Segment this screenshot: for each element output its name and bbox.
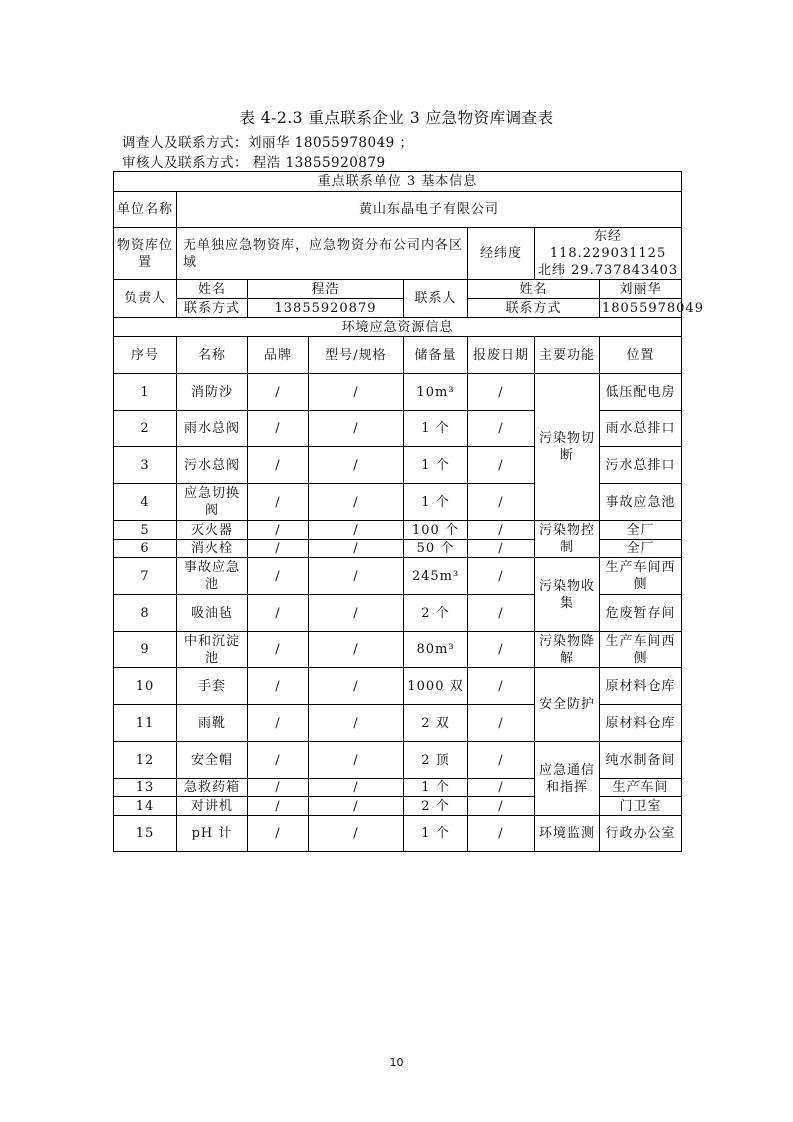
row-expiry: /	[468, 374, 535, 411]
reviewer-info: 审核人及联系方式： 程浩 13855920879	[122, 155, 386, 171]
row-location: 雨水总排口	[600, 411, 682, 447]
table-row	[114, 521, 682, 540]
col-header: 型号/规格	[309, 337, 404, 374]
responsible-phone-label: 联系方式	[177, 299, 248, 318]
row-qty: 1 个	[404, 411, 468, 447]
responsible-name: 程浩	[248, 280, 404, 299]
table-row	[114, 632, 682, 668]
investigator-info: 调查人及联系方式：刘丽华 18055978049 ；	[122, 135, 414, 151]
row-model: /	[309, 632, 404, 668]
row-expiry: /	[468, 558, 535, 595]
row-name: 事故应急池	[177, 558, 248, 595]
table-title: 表 4-2.3 重点联系企业 3 应急物资库调查表	[239, 109, 554, 127]
row-location: 生产车间西侧	[600, 632, 682, 668]
table-row	[114, 742, 682, 779]
row-model: /	[309, 411, 404, 447]
row-expiry: /	[468, 411, 535, 447]
contact-name-label: 姓名	[468, 280, 600, 299]
row-location: 事故应急池	[600, 484, 682, 521]
row-name: 消火栓	[177, 540, 248, 558]
row-location: 全厂	[600, 521, 682, 540]
row-location: 生产车间	[600, 779, 682, 797]
row-qty: 80m³	[404, 632, 468, 668]
row-name: 应急切换阀	[177, 484, 248, 521]
row-qty: 1 个	[404, 484, 468, 521]
col-header: 序号	[114, 337, 177, 374]
row-no: 12	[114, 742, 177, 779]
row-qty: 2 双	[404, 705, 468, 742]
col-header: 储备量	[404, 337, 468, 374]
latitude: 北纬 29.737843403	[537, 263, 679, 278]
row-no: 5	[114, 521, 177, 540]
basic-info-header: 重点联系单位 3 基本信息	[114, 172, 682, 192]
row-location: 危废暂存间	[600, 595, 682, 632]
row-name: 中和沉淀池	[177, 632, 248, 668]
row-model: /	[309, 668, 404, 705]
resources-header: 环境应急资源信息	[114, 318, 682, 337]
row-model: /	[309, 540, 404, 558]
row-expiry: /	[468, 595, 535, 632]
row-no: 14	[114, 797, 177, 816]
row-location: 全厂	[600, 540, 682, 558]
row-expiry: /	[468, 632, 535, 668]
row-brand: /	[248, 742, 309, 779]
row-no: 10	[114, 668, 177, 705]
row-brand: /	[248, 540, 309, 558]
row-no: 11	[114, 705, 177, 742]
row-name: pH 计	[177, 816, 248, 852]
row-name: 灭火器	[177, 521, 248, 540]
row-expiry: /	[468, 668, 535, 705]
row-expiry: /	[468, 705, 535, 742]
longitude: 东经 118.229031125	[549, 229, 667, 261]
contact-phone: 18055978049	[600, 299, 682, 318]
col-header: 品牌	[248, 337, 309, 374]
responsible-label: 负责人	[114, 280, 177, 318]
row-location: 行政办公室	[600, 816, 682, 852]
row-location: 纯水制备间	[600, 742, 682, 779]
row-name: 消防沙	[177, 374, 248, 411]
row-model: /	[309, 816, 404, 852]
row-location: 原材料仓库	[600, 705, 682, 742]
row-name: 安全帽	[177, 742, 248, 779]
function-cell: 污染物收集	[535, 558, 600, 632]
row-no: 6	[114, 540, 177, 558]
row-no: 2	[114, 411, 177, 447]
row-model: /	[309, 558, 404, 595]
row-location: 原材料仓库	[600, 668, 682, 705]
row-expiry: /	[468, 779, 535, 797]
latlng-value	[535, 228, 682, 280]
row-no: 8	[114, 595, 177, 632]
row-no: 4	[114, 484, 177, 521]
row-model: /	[309, 779, 404, 797]
row-name: 雨靴	[177, 705, 248, 742]
row-brand: /	[248, 374, 309, 411]
row-brand: /	[248, 558, 309, 595]
table-row	[114, 668, 682, 705]
table-row	[114, 816, 682, 852]
function-cell: 应急通信和指挥	[535, 742, 600, 816]
row-qty: 1 个	[404, 779, 468, 797]
location-value: 无单独应急物资库，应急物资分布公司内各区域	[177, 228, 468, 280]
row-brand: /	[248, 632, 309, 668]
row-qty: 50 个	[404, 540, 468, 558]
unit-name-label: 单位名称	[114, 192, 177, 228]
row-expiry: /	[468, 816, 535, 852]
row-brand: /	[248, 816, 309, 852]
row-expiry: /	[468, 742, 535, 779]
row-brand: /	[248, 595, 309, 632]
row-expiry: /	[468, 484, 535, 521]
row-brand: /	[248, 521, 309, 540]
responsible-name-label: 姓名	[177, 280, 248, 299]
contact-phone-label: 联系方式	[468, 299, 600, 318]
responsible-phone: 13855920879	[248, 299, 404, 318]
row-qty: 10m³	[404, 374, 468, 411]
row-location: 门卫室	[600, 797, 682, 816]
function-cell: 安全防护	[535, 668, 600, 742]
function-cell: 污染物控制	[535, 521, 600, 558]
row-brand: /	[248, 705, 309, 742]
table-row	[114, 558, 682, 595]
row-qty: 2 顶	[404, 742, 468, 779]
row-location: 污水总排口	[600, 447, 682, 484]
row-brand: /	[248, 668, 309, 705]
row-location: 生产车间西侧	[600, 558, 682, 595]
row-expiry: /	[468, 521, 535, 540]
contact-name: 刘丽华	[600, 280, 682, 299]
row-no: 1	[114, 374, 177, 411]
row-name: 急救药箱	[177, 779, 248, 797]
column-headers	[114, 337, 682, 374]
row-no: 9	[114, 632, 177, 668]
page-number: 10	[389, 1056, 404, 1069]
row-model: /	[309, 521, 404, 540]
row-model: /	[309, 595, 404, 632]
row-brand: /	[248, 411, 309, 447]
row-name: 对讲机	[177, 797, 248, 816]
row-brand: /	[248, 484, 309, 521]
row-location: 低压配电房	[600, 374, 682, 411]
col-header: 报废日期	[468, 337, 535, 374]
row-qty: 1 个	[404, 447, 468, 484]
row-model: /	[309, 374, 404, 411]
row-name: 吸油毡	[177, 595, 248, 632]
row-brand: /	[248, 797, 309, 816]
location-label: 物资库位置	[114, 228, 177, 280]
row-qty: 100 个	[404, 521, 468, 540]
row-qty: 1000 双	[404, 668, 468, 705]
table-row	[114, 374, 682, 411]
row-expiry: /	[468, 797, 535, 816]
row-qty: 2 个	[404, 797, 468, 816]
row-no: 15	[114, 816, 177, 852]
row-expiry: /	[468, 540, 535, 558]
row-expiry: /	[468, 447, 535, 484]
row-qty: 245m³	[404, 558, 468, 595]
function-cell: 污染物切断	[535, 374, 600, 521]
row-model: /	[309, 447, 404, 484]
row-name: 手套	[177, 668, 248, 705]
col-header: 名称	[177, 337, 248, 374]
contact-label: 联系人	[404, 280, 468, 318]
row-name: 雨水总阀	[177, 411, 248, 447]
col-header: 主要功能	[535, 337, 600, 374]
row-qty: 1 个	[404, 816, 468, 852]
row-brand: /	[248, 447, 309, 484]
row-no: 13	[114, 779, 177, 797]
resource-survey-table	[113, 171, 704, 852]
row-name: 污水总阀	[177, 447, 248, 484]
latlng-label: 经纬度	[468, 228, 535, 280]
row-no: 7	[114, 558, 177, 595]
row-no: 3	[114, 447, 177, 484]
row-qty: 2 个	[404, 595, 468, 632]
row-model: /	[309, 742, 404, 779]
row-model: /	[309, 797, 404, 816]
row-brand: /	[248, 779, 309, 797]
row-model: /	[309, 705, 404, 742]
row-model: /	[309, 484, 404, 521]
function-cell: 污染物降解	[535, 632, 600, 668]
unit-name-value: 黄山东晶电子有限公司	[177, 192, 682, 228]
col-header: 位置	[600, 337, 682, 374]
function-cell: 环境监测	[535, 816, 600, 852]
